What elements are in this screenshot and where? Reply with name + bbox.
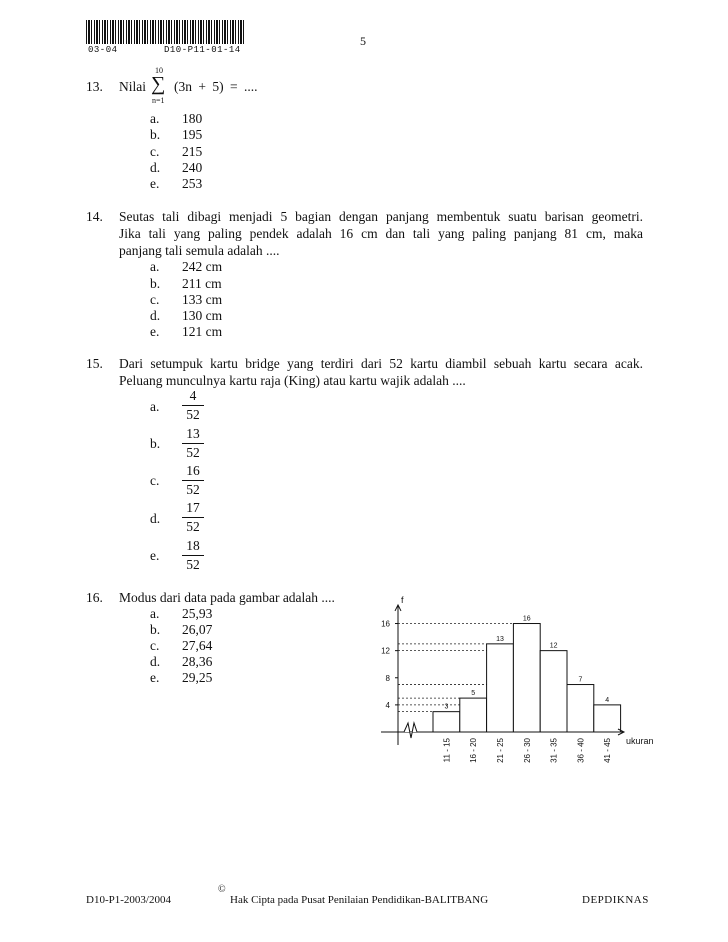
q13-sum-upper: 10 — [155, 66, 163, 75]
bar-value-label: 5 — [471, 690, 476, 698]
histogram-bar — [594, 705, 621, 732]
category-tick-label: 36 - 40 — [576, 738, 586, 763]
histogram-bar — [487, 644, 514, 732]
q13-expression: (3n + 5) = .... — [174, 79, 258, 94]
histogram-bar — [460, 698, 487, 732]
q15-option-letter: a. — [150, 399, 160, 414]
q14-option-letter: c. — [150, 292, 160, 307]
code-left: 03-04 — [88, 45, 118, 55]
bar-value-label: 13 — [496, 635, 504, 643]
code-right: D10-P11-01-14 — [164, 45, 241, 55]
q15-option-letter: e. — [150, 548, 160, 563]
bar-value-label: 3 — [444, 703, 449, 711]
q16-number: 16. — [86, 590, 103, 605]
q13-sum-symbol: ∑ — [151, 73, 166, 95]
footer-copyright: Hak Cipta pada Pusat Penilaian Pendidikan-BALITBANG — [230, 894, 489, 906]
q14-option-text: 130 cm — [182, 308, 223, 323]
y-tick-label: 12 — [381, 646, 390, 656]
copyright-symbol: © — [218, 884, 226, 895]
category-tick-label: 16 - 20 — [469, 738, 479, 763]
fraction-numerator: 16 — [182, 462, 204, 481]
q16-option-letter: b. — [150, 622, 161, 637]
fraction-denominator: 52 — [186, 445, 200, 460]
category-tick-label: 41 - 45 — [603, 738, 613, 763]
category-tick-label: 26 - 30 — [522, 738, 532, 763]
q15-option-letter: b. — [150, 436, 161, 451]
q14-option-text: 211 cm — [182, 276, 222, 291]
q14-option-text: 133 cm — [182, 292, 223, 307]
q14-option-letter: a. — [150, 259, 160, 274]
bar-value-label: 12 — [549, 642, 558, 650]
q15-text-line: Peluang munculnya kartu raja (King) atau kartu wajik adalah .... — [119, 373, 466, 388]
q16-option-letter: a. — [150, 606, 160, 621]
fraction-denominator: 52 — [186, 482, 200, 497]
y-tick-label: 8 — [385, 673, 390, 683]
q13-option-letter: c. — [150, 144, 160, 159]
q13-option-letter: d. — [150, 160, 161, 175]
q14-text-line: Jika tali yang paling pendek adalah 16 cm dan tali yang paling panjang 81 cm, maka — [119, 226, 643, 241]
q13-prefix: Nilai — [119, 79, 146, 94]
fraction-denominator: 52 — [186, 557, 200, 572]
q13-sum-lower: n=1 — [152, 96, 165, 105]
footer-code: D10-P1-2003/2004 — [86, 894, 171, 906]
q14-text-line: Seutas tali dibagi menjadi 5 bagian dengan panjang membentuk suatu barisan geometri. — [119, 209, 643, 224]
histogram-bar — [513, 624, 540, 732]
y-tick-label: 4 — [385, 700, 390, 710]
q15-number: 15. — [86, 356, 103, 371]
bar-value-label: 7 — [578, 676, 583, 684]
q16-option-text: 28,36 — [182, 654, 213, 669]
histogram-bar — [567, 685, 594, 732]
q14-option-letter: b. — [150, 276, 161, 291]
page-number: 5 — [360, 34, 366, 48]
fraction-denominator: 52 — [186, 519, 200, 534]
q16-option-letter: e. — [150, 670, 160, 685]
q14-option-letter: d. — [150, 308, 161, 323]
q13-option-letter: b. — [150, 127, 161, 142]
q13-option-text: 240 — [182, 160, 203, 175]
category-tick-label: 21 - 25 — [496, 738, 505, 763]
q13-option-text: 253 — [182, 176, 203, 191]
category-tick-label: 11 - 15 — [442, 738, 452, 763]
q16-option-text: 26,07 — [182, 622, 213, 637]
q14-option-letter: e. — [150, 324, 160, 339]
q13-option-text: 215 — [182, 144, 203, 159]
q15-text-line: Dari setumpuk kartu bridge yang terdiri dari 52 kartu diambil sebuah kartu secara acak. — [119, 356, 643, 371]
fraction-denominator: 52 — [186, 407, 200, 422]
q13-option-letter: a. — [150, 111, 160, 126]
footer-publisher: DEPDIKNAS — [582, 894, 649, 906]
q13-number: 13. — [86, 79, 103, 94]
histogram-bar — [433, 712, 460, 732]
bar-value-label: 16 — [522, 615, 531, 623]
q14-number: 14. — [86, 209, 103, 224]
q13-option-letter: e. — [150, 176, 160, 191]
fraction-numerator: 18 — [182, 537, 204, 556]
q14-option-text: 121 cm — [182, 324, 223, 339]
fraction-numerator: 4 — [182, 387, 204, 406]
q16-option-letter: c. — [150, 638, 160, 653]
q14-option-text: 242 cm — [182, 259, 223, 274]
q16-option-letter: d. — [150, 654, 161, 669]
q16-option-text: 27,64 — [182, 638, 213, 653]
histogram-bar — [540, 651, 567, 732]
bar-value-label: 4 — [605, 696, 610, 704]
y-axis-label: f — [401, 595, 404, 605]
q16-text: Modus dari data pada gambar adalah .... — [119, 590, 335, 605]
q16-option-text: 25,93 — [182, 606, 213, 621]
x-axis-label: ukuran — [626, 736, 654, 746]
axis-break-icon — [404, 723, 417, 738]
q15-option-letter: c. — [150, 473, 160, 488]
q16-option-text: 29,25 — [182, 670, 213, 685]
y-tick-label: 16 — [381, 619, 390, 629]
fraction-numerator: 17 — [182, 499, 204, 518]
q13-option-text: 195 — [182, 127, 203, 142]
fraction-numerator: 13 — [182, 425, 204, 444]
q15-option-letter: d. — [150, 511, 161, 526]
category-tick-label: 31 - 35 — [549, 738, 559, 763]
q13-option-text: 180 — [182, 111, 203, 126]
q14-text-line: panjang tali semula adalah .... — [119, 243, 280, 258]
